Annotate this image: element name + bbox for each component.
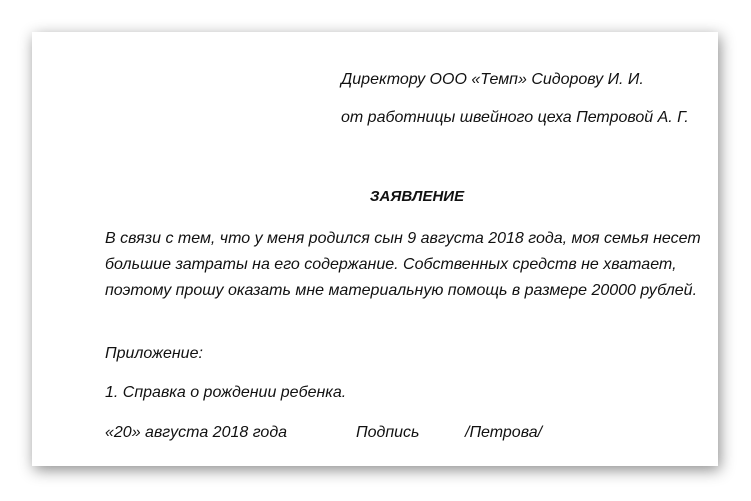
signature-name: /Петрова/ <box>465 424 543 441</box>
document-date: «20» августа 2018 года <box>105 424 288 441</box>
sender-line: от работницы швейного цеха Петровой А. Г. <box>341 109 689 126</box>
attachment-label: Приложение: <box>105 345 203 362</box>
signature-label: Подпись <box>356 424 420 441</box>
application-body: В связи с тем, что у меня родился сын 9 августа 2018 года, моя семья несет большие затраты на его содержание. Собственных средств не хватает, поэтому прошу оказать мне материальную помощь в размере 20000 рублей. <box>105 230 701 299</box>
addressee-line: Директору ООО «Темп» Сидорову И. И. <box>341 71 644 88</box>
attachment-item: 1. Справка о рождении ребенка. <box>105 384 347 401</box>
document-page <box>32 32 718 466</box>
document-title: ЗАЯВЛЕНИЕ <box>369 188 465 205</box>
